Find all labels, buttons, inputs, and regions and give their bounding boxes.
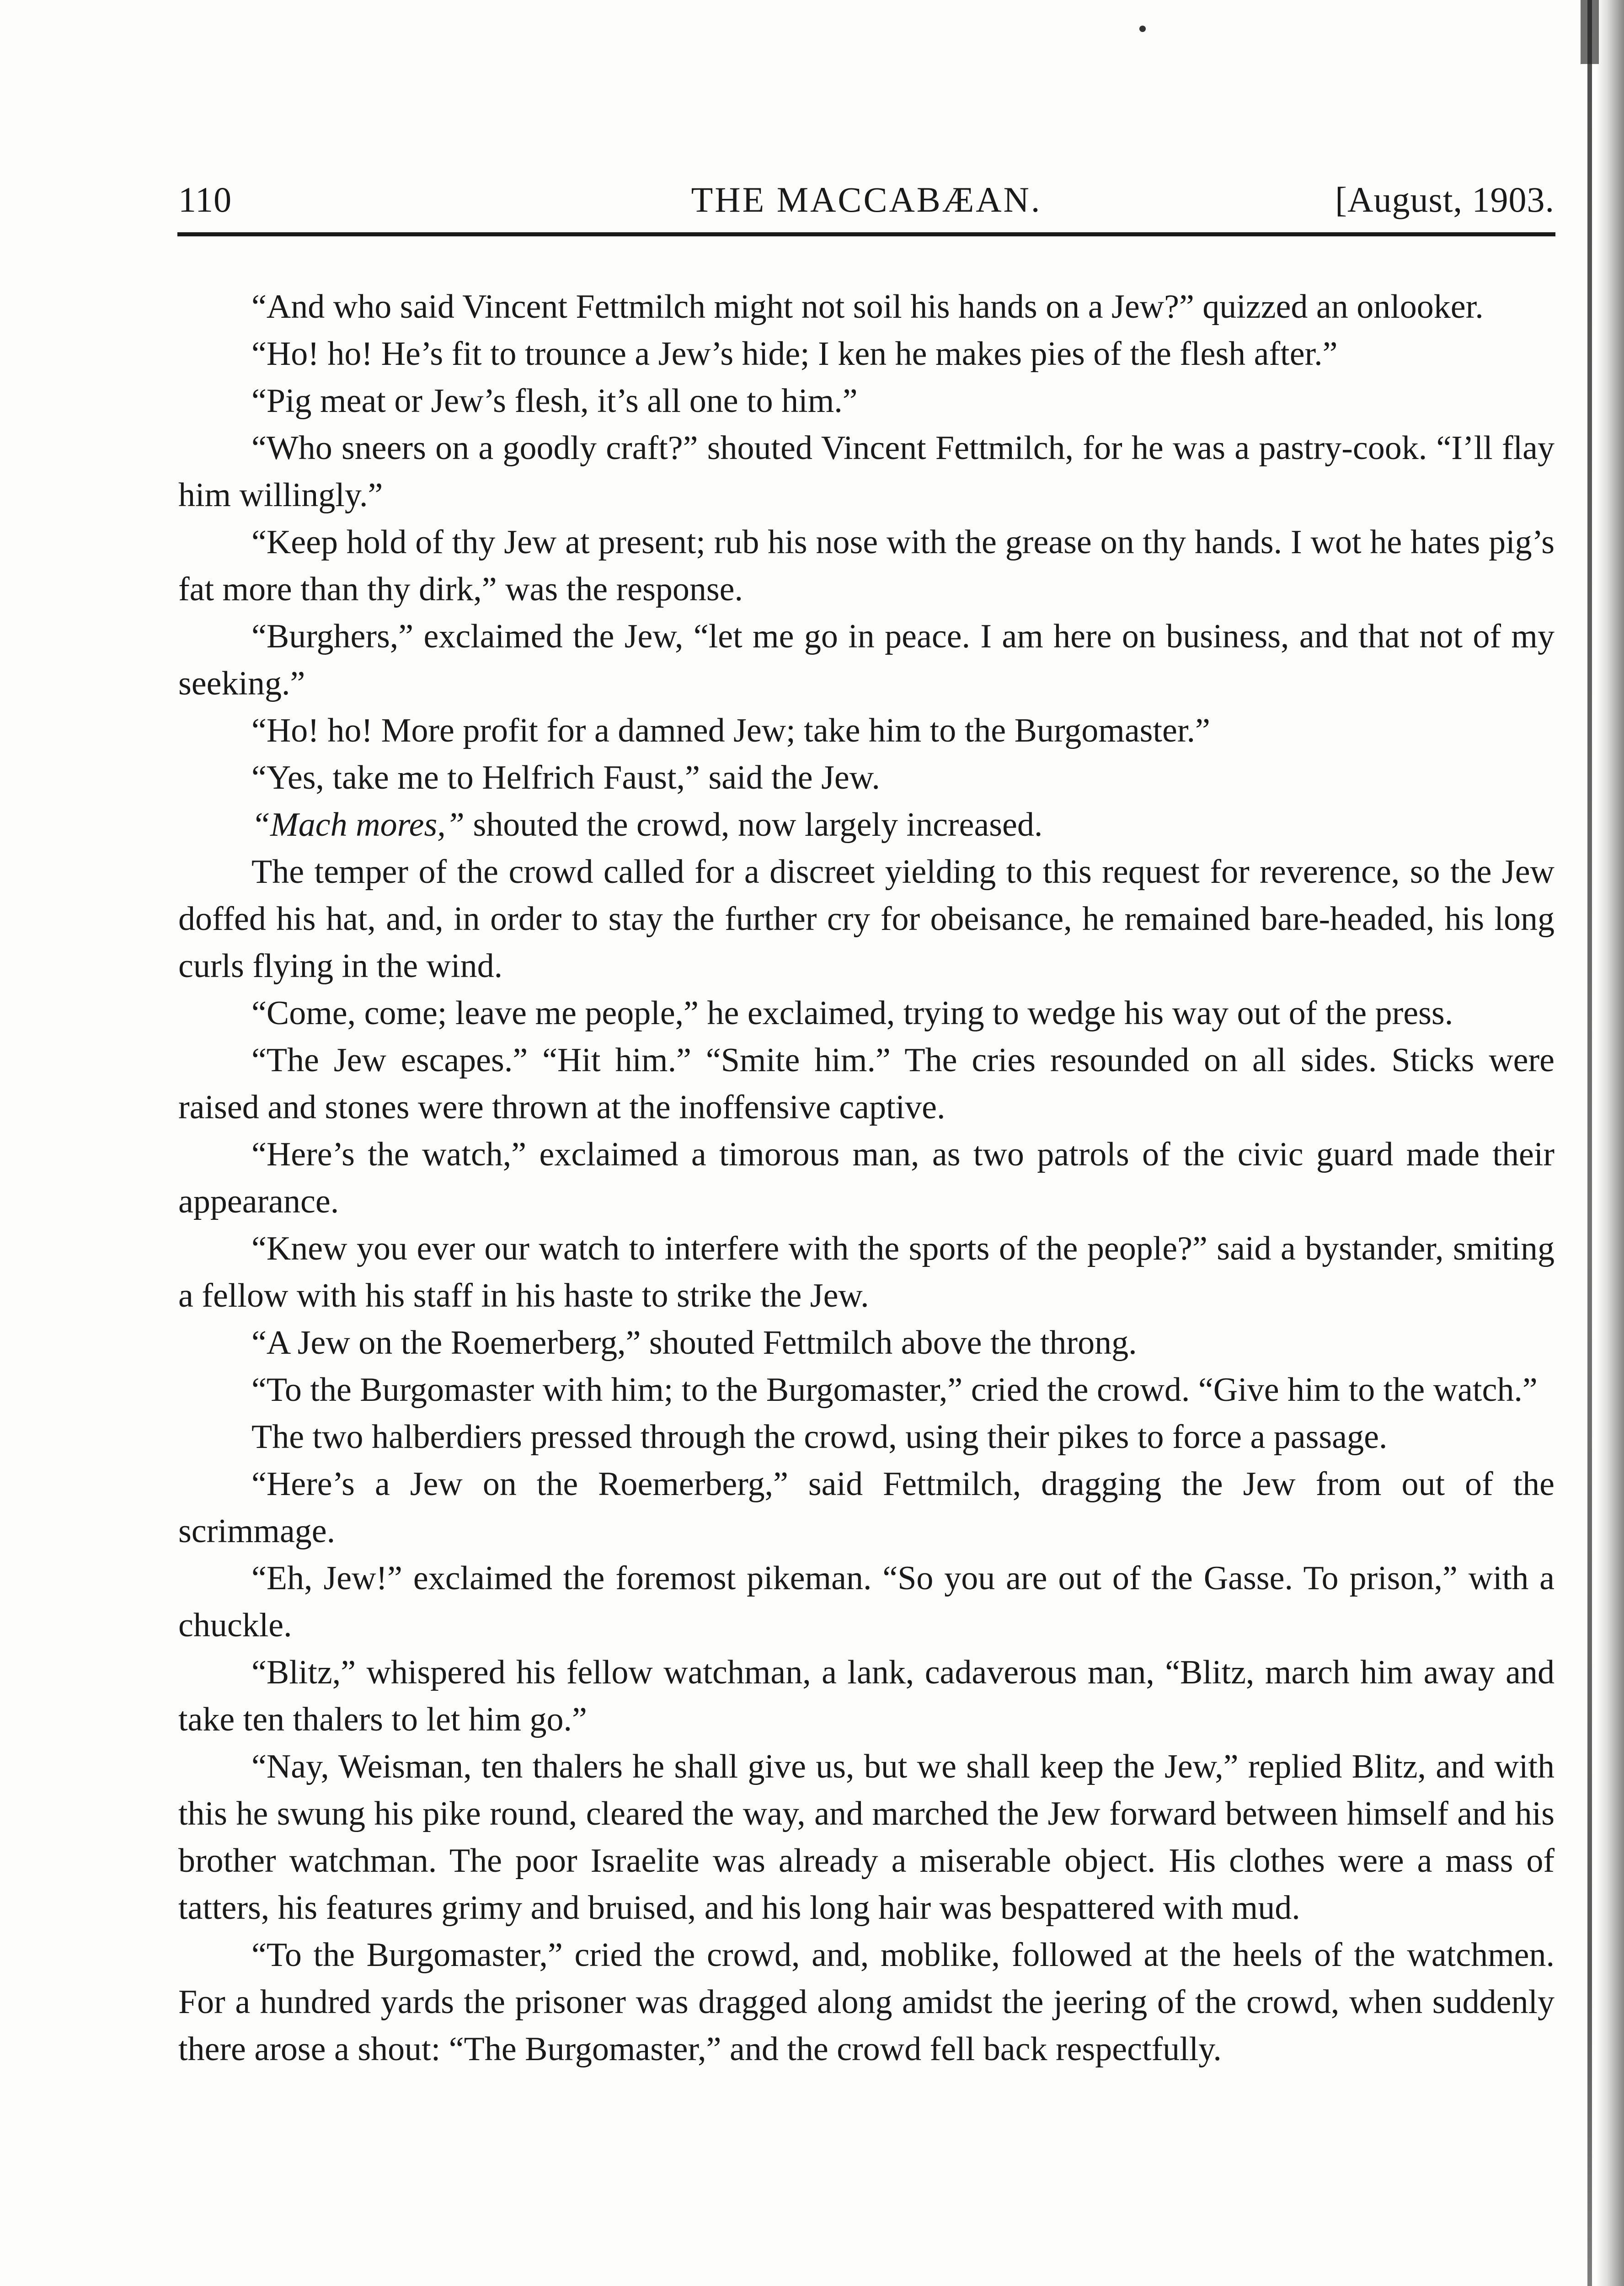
paragraph: “Nay, Weisman, ten thalers he shall give us, but we shall keep the Jew,” replied Blitz, and with this he swung his pike round, cleared the way, and marched the Jew forward between himself and his brother watchman. The poor Israelite was already a miserable object. His clothes were a mass of tatters, his features grimy and bruised, and his long hair was bespattered with mud.	[178, 1748, 1555, 1927]
paragraph: “And who said Vincent Fettmilch might not soil his hands on a Jew?” quizzed an onlooker.	[251, 288, 1484, 326]
italic-phrase: “Mach mores,”	[251, 806, 465, 844]
article-body	[178, 283, 1555, 2073]
page-binding-edge	[1587, 0, 1592, 2286]
issue-date: [August, 1903.	[1335, 180, 1555, 219]
paragraph: “Blitz,” whispered his fellow watchman, a lank, cadaverous man, “Blitz, march him away and take ten thalers to let him go.”	[178, 1654, 1555, 1738]
page-edge-shadow	[1597, 0, 1624, 2286]
paragraph: “Ho! ho! He’s fit to trounce a Jew’s hide; I ken he makes pies of the flesh after.”	[251, 335, 1338, 373]
running-title: THE MACCABÆAN.	[691, 180, 1042, 219]
paragraph: “Here’s a Jew on the Roemerberg,” said Fettmilch, dragging the Jew from out of the scrimmage.	[178, 1465, 1555, 1550]
paragraph: “Yes, take me to Helfrich Faust,” said the Jew.	[251, 759, 880, 796]
paragraph: “Eh, Jew!” exclaimed the foremost pikeman. “So you are out of the Gasse. To prison,” with a chuckle.	[178, 1560, 1555, 1644]
paragraph: “The Jew escapes.” “Hit him.” “Smite him.” The cries resounded on all sides. Sticks were raised and stones were thrown at the inoffensive captive.	[178, 1042, 1555, 1126]
paragraph: “To the Burgomaster,” cried the crowd, and, moblike, followed at the heels of the watchmen. For a hundred yards the prisoner was dragged along amidst the jeering of the crowd, when suddenly there arose a shout: “The Burgomaster,” and the crowd fell back respectfully.	[178, 1936, 1555, 2068]
paragraph: “Keep hold of thy Jew at present; rub his nose with the grease on thy hands. I wot he hates pig’s fat more than thy dirk,” was the response.	[178, 523, 1555, 608]
paragraph: “Ho! ho! More profit for a damned Jew; take him to the Burgomaster.”	[251, 712, 1210, 749]
paragraph: “Come, come; leave me people,” he exclaimed, trying to wedge his way out of the press.	[251, 994, 1453, 1032]
page-number: 110	[178, 180, 232, 219]
paragraph: “To the Burgomaster with him; to the Burgomaster,” cried the crowd. “Give him to the watch.”	[251, 1371, 1538, 1409]
scan-speck	[1139, 26, 1146, 32]
paragraph: “Knew you ever our watch to interfere with the sports of the people?” said a bystander, smiting a fellow with his staff in his haste to strike the Jew.	[178, 1230, 1555, 1314]
paragraph: “Pig meat or Jew’s flesh, it’s all one to him.”	[251, 382, 858, 420]
paragraph: “Burghers,” exclaimed the Jew, “let me go in peace. I am here on business, and that not of my seeking.”	[178, 618, 1555, 702]
paragraph: The two halberdiers pressed through the crowd, using their pikes to force a passage.	[251, 1418, 1388, 1456]
paragraph-remainder: shouted the crowd, now largely increased.	[473, 806, 1043, 844]
paragraph: “A Jew on the Roemerberg,” shouted Fettmilch above the throng.	[251, 1324, 1137, 1362]
paragraph: “Who sneers on a goodly craft?” shouted Vincent Fettmilch, for he was a pastry-cook. “I’ll flay him willingly.”	[178, 429, 1555, 514]
paragraph: “Here’s the watch,” exclaimed a timorous man, as two patrols of the civic guard made their appearance.	[178, 1136, 1555, 1220]
page-header	[178, 179, 1555, 225]
header-rule	[177, 232, 1555, 236]
paragraph: The temper of the crowd called for a discreet yielding to this request for reverence, so the Jew doffed his hat, and, in order to stay the further cry for obeisance, he remained bare-headed, his long curls flying in the wind.	[178, 853, 1555, 985]
paragraph-mach-mores	[178, 801, 1555, 849]
